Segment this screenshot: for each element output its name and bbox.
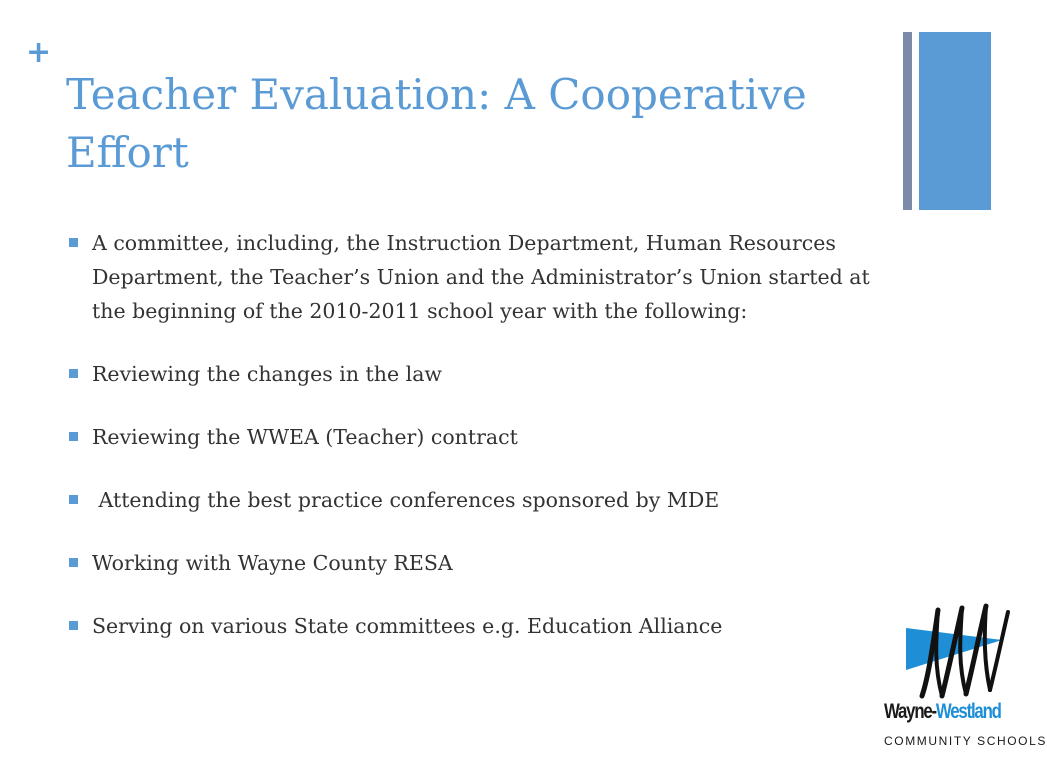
square-bullet-icon <box>69 238 78 247</box>
bullet-item <box>68 226 888 328</box>
slide-title: Teacher Evaluation: A Cooperative Effort <box>66 70 807 177</box>
square-bullet-icon <box>69 369 78 378</box>
school-logo <box>884 600 1047 754</box>
plus-icon: + <box>26 35 52 70</box>
bullet-text: A committee, including, the Instruction Department, Human Resources Department, the Teacher’s Union and the Administrator’s Union started at the beginning of the 2010-2011 school year with the following: <box>92 231 870 323</box>
logo-name <box>884 700 1001 724</box>
bullet-text: Serving on various State committees e.g. Education Alliance <box>92 614 723 638</box>
bullet-item <box>68 483 888 517</box>
square-bullet-icon <box>69 621 78 630</box>
square-bullet-icon <box>69 432 78 441</box>
bullet-text: Attending the best practice conferences sponsored by MDE <box>92 488 720 512</box>
logo-name-part2: Westland <box>935 700 1001 723</box>
bullet-item <box>68 420 888 454</box>
logo-subtitle: COMMUNITY SCHOOLS <box>884 734 1047 748</box>
bullet-item <box>68 546 888 580</box>
ww-mark-icon <box>884 600 1016 700</box>
square-bullet-icon <box>69 558 78 567</box>
bullet-item <box>68 357 888 391</box>
bullet-item <box>68 609 888 643</box>
logo-name-part1: Wayne- <box>884 700 936 723</box>
bullet-list <box>68 226 888 672</box>
decorative-bar-thin <box>903 32 912 210</box>
square-bullet-icon <box>69 495 78 504</box>
bullet-text: Reviewing the WWEA (Teacher) contract <box>92 425 518 449</box>
bullet-text: Working with Wayne County RESA <box>92 551 453 575</box>
bullet-text: Reviewing the changes in the law <box>92 362 442 386</box>
decorative-bar-wide <box>919 32 991 210</box>
